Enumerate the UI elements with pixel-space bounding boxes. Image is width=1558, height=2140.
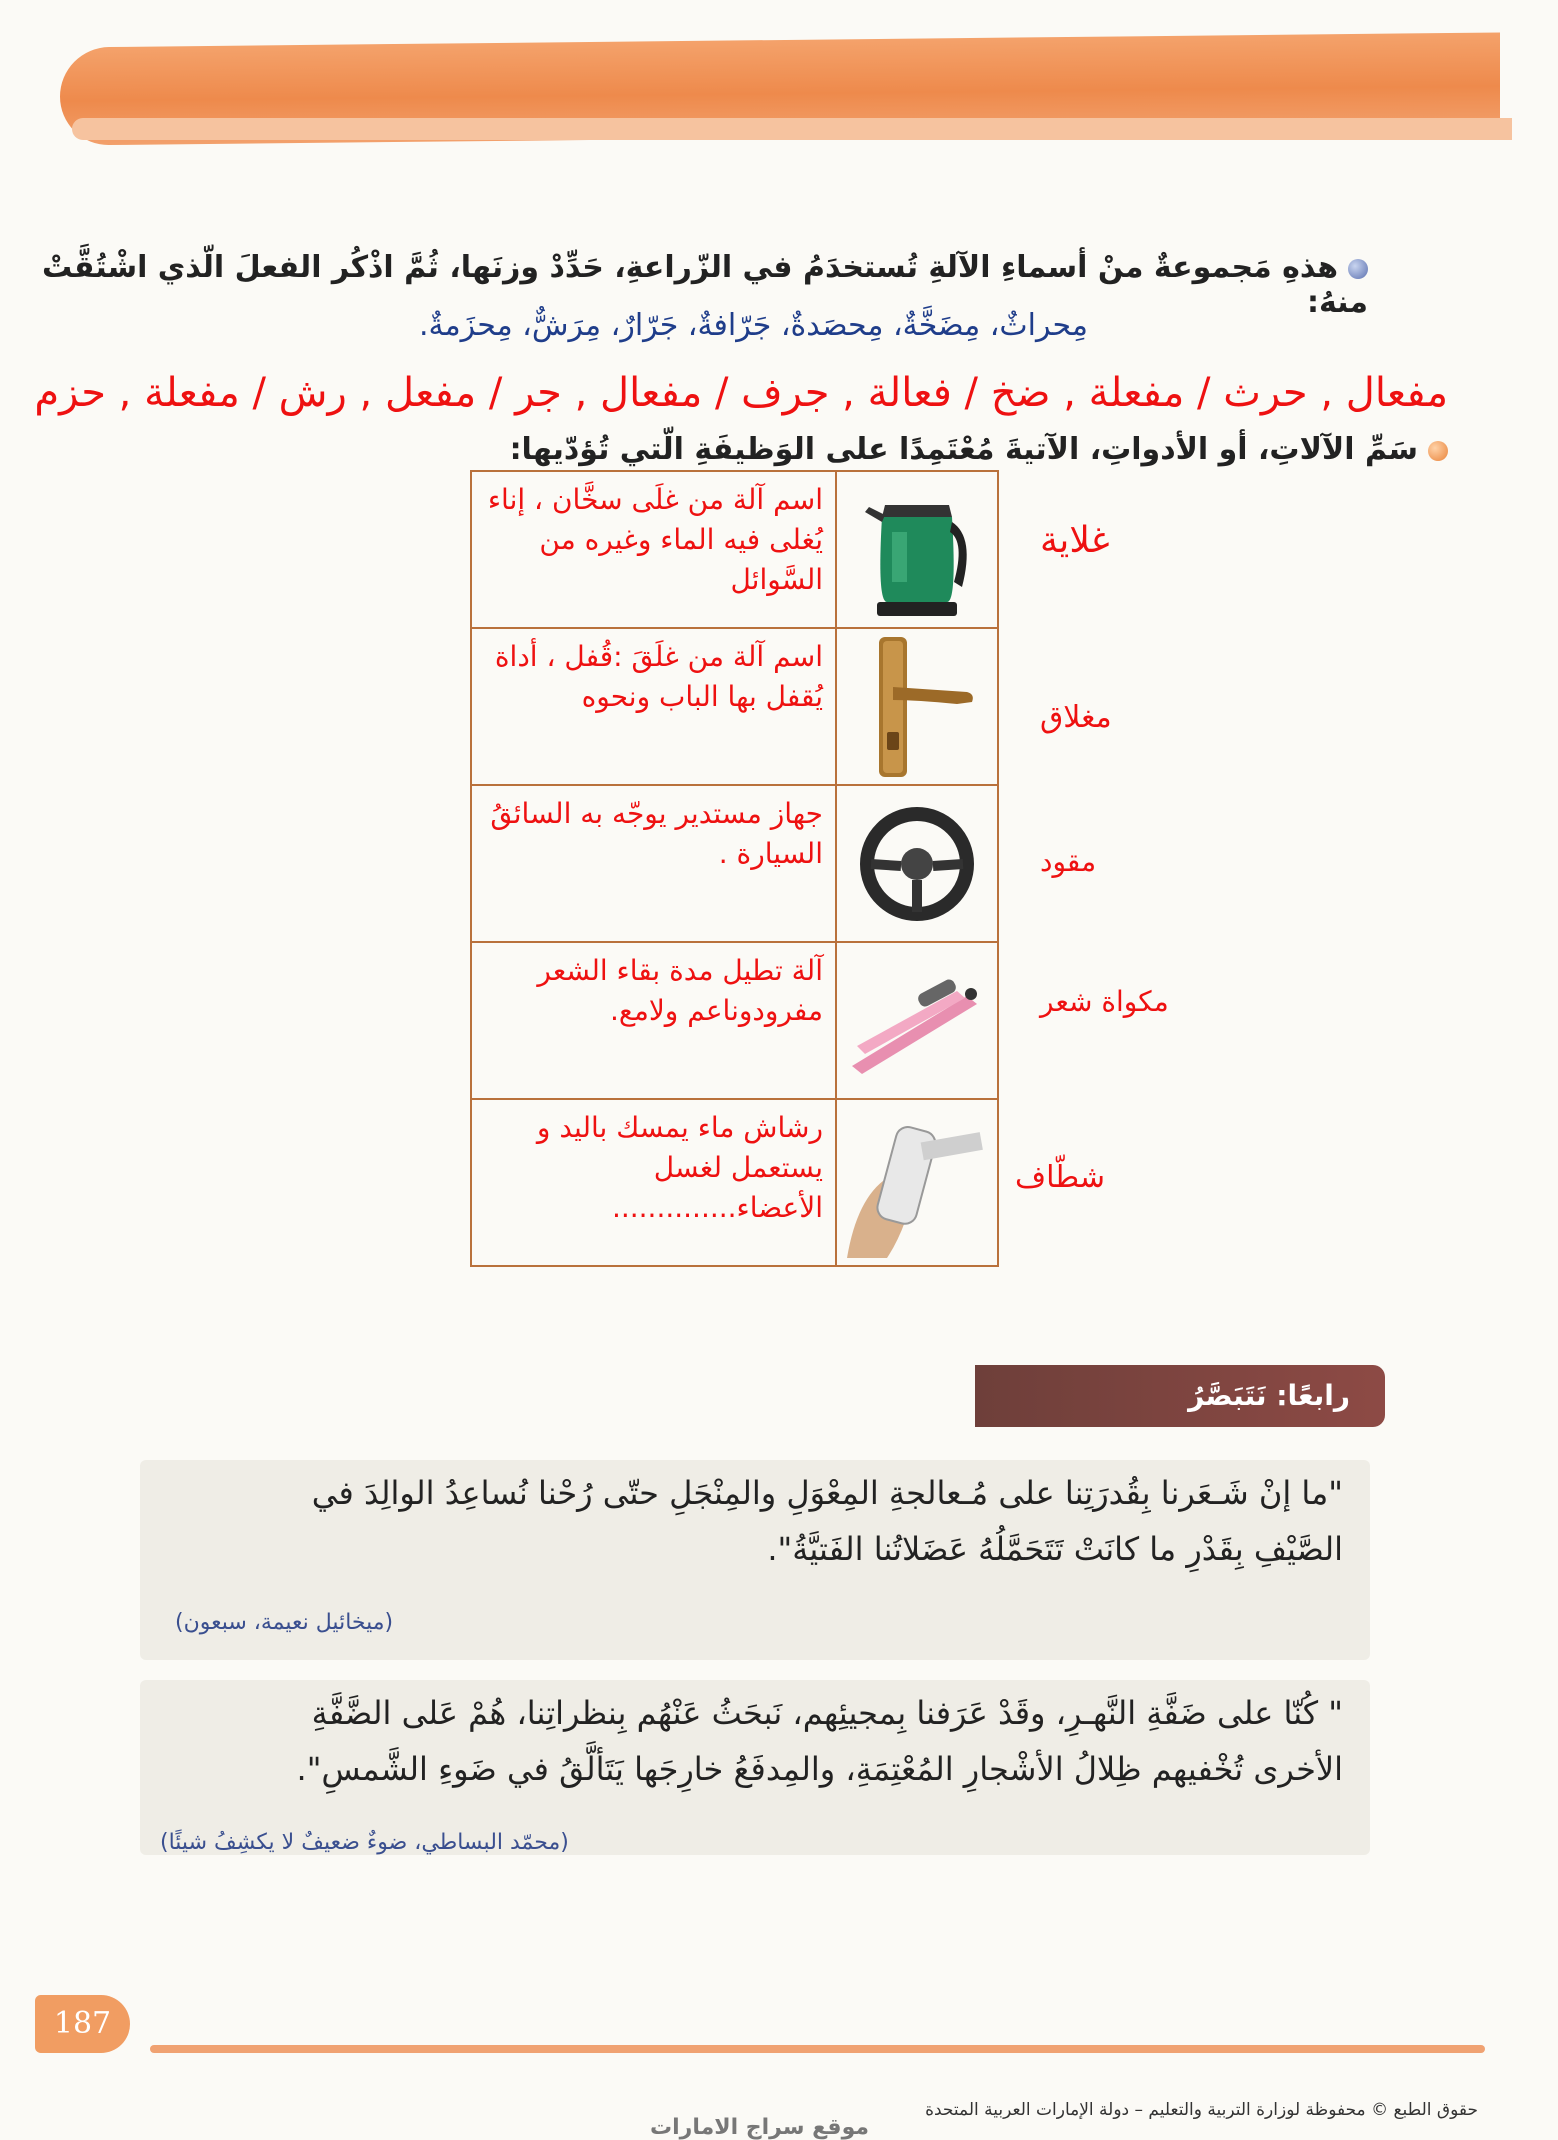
door-handle-cell — [835, 629, 997, 784]
door-handle-function: اسم آلة من غلَقَ :قُفل ، أداة يُقفل بها الباب ونحوه — [494, 640, 823, 713]
top-banner-stripe — [72, 118, 1512, 140]
footer-brand: موقع سراج الامارات — [650, 2115, 870, 2140]
quote-1-text: "ما إنْ شَـعَرنا بِقُدرَتِنا على مُـعالجةِ المِعْوَلِ والمِنْجَلِ حتّى رُحْنا نُساعِدُ الوالِدَ في الصَّيْفِ بِقَدْرِ ما كانَتْ تَتَحَمَّلُهُ عَضَلاتُنا الفَتيَّةُ". — [311, 1474, 1343, 1568]
hair-iron-cell — [835, 943, 997, 1098]
table-row — [472, 943, 997, 1100]
bottom-divider — [150, 2045, 1485, 2053]
table-row — [472, 629, 997, 786]
kettle-function: اسم آلة من غلَى سخَّان ، إناء يُغلى فيه الماء وغيره من السَّوائل — [487, 483, 823, 596]
shower-head-function: رشاش ماء يمسك باليد و يستعمل لغسل الأعضاء.............. — [536, 1111, 823, 1224]
exercise-1-answer: مفعال , حرث / مفعلة , ضخ / فعالة , جرف / مفعال , جر / مفعل , رش / مفعلة , حزم — [34, 370, 1448, 416]
table-row — [472, 1100, 997, 1265]
kettle-icon — [857, 477, 977, 622]
exercise-2-question: سَمِّ الآلاتِ، أو الأدواتِ، الآتيةَ مُعْتَمِدًا على الوَظيفَةِ الّتي تُؤدّيها: — [510, 432, 1448, 467]
tool-name-wheel: مقود — [1040, 845, 1097, 878]
shower-head-cell — [835, 1100, 997, 1265]
page-number: 187 — [35, 1995, 130, 2053]
door-handle-icon — [857, 632, 977, 782]
table-row — [472, 786, 997, 943]
table-row — [472, 472, 997, 629]
orange-bullet-icon — [1428, 441, 1448, 461]
steering-wheel-cell — [835, 786, 997, 941]
steering-wheel-icon — [857, 804, 977, 924]
section-title: رابعًا: نَتَبَصَّرُ — [975, 1365, 1385, 1427]
quote-2-source: (محمّد البساطي، ضوءٌ ضعيفٌ لا يكشِفُ شيئًا) — [160, 1830, 569, 1855]
hair-iron-icon — [847, 966, 987, 1076]
tool-name-iron: مكواة شعر — [1040, 985, 1169, 1018]
quote-2-text: " كُنّا على ضَفَّةِ النَّهـرِ، وقَدْ عَرَفنا بِمجيئِهم، نَبحَثُ عَنْهُم بِنظراتِنا، هُمْ عَلى الضَّفَّةِ الأخرى تُخْفيهم ظِلالُ الأشْجارِ المُعْتِمَةِ، والمِدفَعُ خارِجَها يَتَألَّقُ في ضَوءِ الشَّمسِ". — [296, 1694, 1343, 1788]
tool-name-handle: مغلاق — [1040, 700, 1112, 735]
blue-bullet-icon — [1348, 259, 1368, 279]
tool-name-shower: شطّاف — [1015, 1160, 1105, 1195]
exercise-1-words: مِحراثٌ، مِضَخَّةٌ، مِحصَدةٌ، جَرّافةٌ، جَرّارٌ، مِرَشٌّ، مِحزَمةٌ. — [418, 308, 1088, 343]
tools-table — [470, 470, 999, 1267]
exercise-1-question: هذهِ مَجموعةٌ منْ أسماءِ الآلةِ تُستخدَمُ في الزّراعةِ، حَدِّدْ وزنَها، ثُمَّ اذْكُر الفعلَ الّذي اشْتُقَّتْ منهُ: — [41, 250, 1368, 320]
hair-iron-function: آلة تطيل مدة بقاء الشعر مفرودوناعم ولامع. — [537, 954, 823, 1027]
steering-wheel-function: جهاز مستدير يوجّه به السائقُ السيارة . — [490, 797, 823, 870]
tool-name-kettle: غلاية — [1040, 520, 1110, 561]
kettle-cell — [835, 472, 997, 627]
shower-head-icon — [847, 1108, 987, 1258]
copyright-text: حقوق الطبع © محفوظة لوزارة التربية والتعليم – دولة الإمارات العربية المتحدة — [925, 2100, 1478, 2120]
quote-1-source: (ميخائيل نعيمة، سبعون) — [175, 1610, 394, 1635]
